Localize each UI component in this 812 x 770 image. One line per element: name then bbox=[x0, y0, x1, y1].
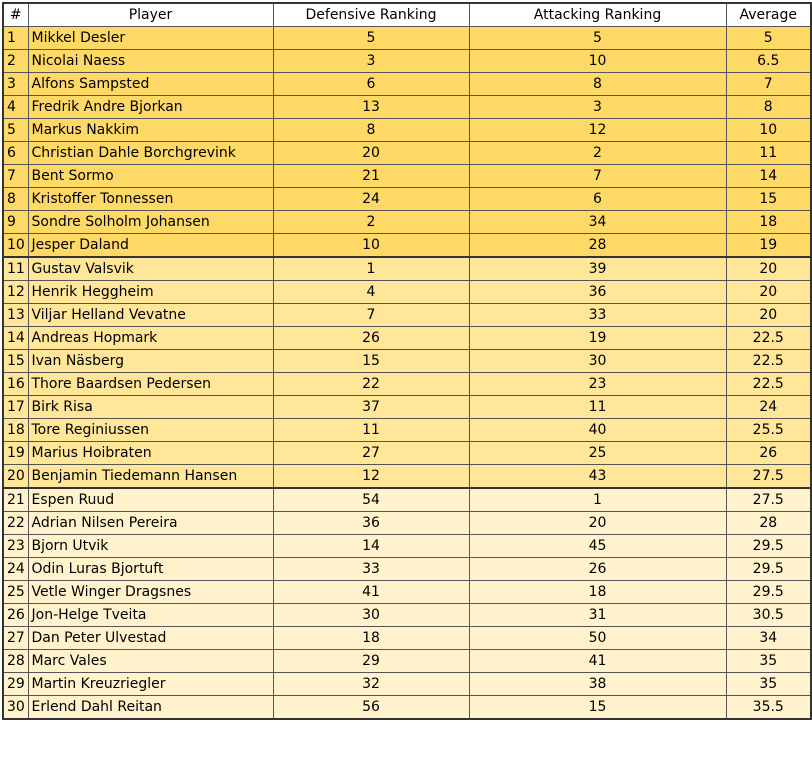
row-number: 5 bbox=[3, 119, 28, 142]
player-name: Erlend Dahl Reitan bbox=[28, 696, 273, 720]
attacking-ranking: 5 bbox=[469, 27, 726, 50]
player-name: Thore Baardsen Pedersen bbox=[28, 373, 273, 396]
defensive-ranking: 41 bbox=[273, 581, 469, 604]
table-row bbox=[3, 165, 811, 188]
average-ranking: 14 bbox=[726, 165, 811, 188]
average-ranking: 25.5 bbox=[726, 419, 811, 442]
player-name: Sondre Solholm Johansen bbox=[28, 211, 273, 234]
ranking-table bbox=[2, 2, 812, 720]
average-ranking: 27.5 bbox=[726, 465, 811, 489]
average-ranking: 10 bbox=[726, 119, 811, 142]
player-name: Nicolai Naess bbox=[28, 50, 273, 73]
table-row bbox=[3, 604, 811, 627]
row-number: 16 bbox=[3, 373, 28, 396]
attacking-ranking: 19 bbox=[469, 327, 726, 350]
player-name: Marius Hoibraten bbox=[28, 442, 273, 465]
defensive-ranking: 1 bbox=[273, 257, 469, 281]
table-row bbox=[3, 327, 811, 350]
attacking-ranking: 45 bbox=[469, 535, 726, 558]
attacking-ranking: 25 bbox=[469, 442, 726, 465]
player-name: Adrian Nilsen Pereira bbox=[28, 512, 273, 535]
defensive-ranking: 2 bbox=[273, 211, 469, 234]
player-name: Birk Risa bbox=[28, 396, 273, 419]
defensive-ranking: 32 bbox=[273, 673, 469, 696]
row-number: 21 bbox=[3, 488, 28, 512]
table-row bbox=[3, 558, 811, 581]
average-ranking: 15 bbox=[726, 188, 811, 211]
defensive-ranking: 21 bbox=[273, 165, 469, 188]
defensive-ranking: 26 bbox=[273, 327, 469, 350]
attacking-ranking: 20 bbox=[469, 512, 726, 535]
attacking-ranking: 30 bbox=[469, 350, 726, 373]
player-name: Martin Kreuzriegler bbox=[28, 673, 273, 696]
player-name: Alfons Sampsted bbox=[28, 73, 273, 96]
average-ranking: 19 bbox=[726, 234, 811, 258]
attacking-ranking: 12 bbox=[469, 119, 726, 142]
row-number: 29 bbox=[3, 673, 28, 696]
attacking-ranking: 8 bbox=[469, 73, 726, 96]
row-number: 10 bbox=[3, 234, 28, 258]
row-number: 2 bbox=[3, 50, 28, 73]
table-row bbox=[3, 512, 811, 535]
attacking-ranking: 2 bbox=[469, 142, 726, 165]
player-name: Kristoffer Tonnessen bbox=[28, 188, 273, 211]
player-name: Viljar Helland Vevatne bbox=[28, 304, 273, 327]
table-row bbox=[3, 281, 811, 304]
table-row bbox=[3, 696, 811, 720]
average-ranking: 35.5 bbox=[726, 696, 811, 720]
defensive-ranking: 6 bbox=[273, 73, 469, 96]
player-name: Markus Nakkim bbox=[28, 119, 273, 142]
average-ranking: 29.5 bbox=[726, 581, 811, 604]
attacking-ranking: 3 bbox=[469, 96, 726, 119]
table-row bbox=[3, 488, 811, 512]
table-row bbox=[3, 211, 811, 234]
row-number: 24 bbox=[3, 558, 28, 581]
defensive-ranking: 11 bbox=[273, 419, 469, 442]
row-number: 25 bbox=[3, 581, 28, 604]
attacking-ranking: 50 bbox=[469, 627, 726, 650]
player-name: Jesper Daland bbox=[28, 234, 273, 258]
player-name: Henrik Heggheim bbox=[28, 281, 273, 304]
player-name: Bent Sormo bbox=[28, 165, 273, 188]
attacking-ranking: 38 bbox=[469, 673, 726, 696]
attacking-ranking: 11 bbox=[469, 396, 726, 419]
average-ranking: 20 bbox=[726, 257, 811, 281]
average-ranking: 29.5 bbox=[726, 535, 811, 558]
defensive-ranking: 18 bbox=[273, 627, 469, 650]
attacking-ranking: 7 bbox=[469, 165, 726, 188]
defensive-ranking: 12 bbox=[273, 465, 469, 489]
attacking-ranking: 15 bbox=[469, 696, 726, 720]
player-name: Bjorn Utvik bbox=[28, 535, 273, 558]
average-ranking: 26 bbox=[726, 442, 811, 465]
attacking-ranking: 10 bbox=[469, 50, 726, 73]
row-number: 20 bbox=[3, 465, 28, 489]
header-attacking-ranking: Attacking Ranking bbox=[469, 3, 726, 27]
player-name: Andreas Hopmark bbox=[28, 327, 273, 350]
table-row bbox=[3, 535, 811, 558]
table-row bbox=[3, 234, 811, 258]
player-name: Ivan Näsberg bbox=[28, 350, 273, 373]
row-number: 22 bbox=[3, 512, 28, 535]
defensive-ranking: 22 bbox=[273, 373, 469, 396]
defensive-ranking: 3 bbox=[273, 50, 469, 73]
average-ranking: 28 bbox=[726, 512, 811, 535]
attacking-ranking: 39 bbox=[469, 257, 726, 281]
row-number: 7 bbox=[3, 165, 28, 188]
table-row bbox=[3, 142, 811, 165]
average-ranking: 35 bbox=[726, 673, 811, 696]
row-number: 11 bbox=[3, 257, 28, 281]
row-number: 3 bbox=[3, 73, 28, 96]
row-number: 30 bbox=[3, 696, 28, 720]
average-ranking: 22.5 bbox=[726, 327, 811, 350]
average-ranking: 18 bbox=[726, 211, 811, 234]
attacking-ranking: 41 bbox=[469, 650, 726, 673]
row-number: 23 bbox=[3, 535, 28, 558]
player-name: Marc Vales bbox=[28, 650, 273, 673]
defensive-ranking: 27 bbox=[273, 442, 469, 465]
average-ranking: 7 bbox=[726, 73, 811, 96]
defensive-ranking: 8 bbox=[273, 119, 469, 142]
average-ranking: 8 bbox=[726, 96, 811, 119]
average-ranking: 24 bbox=[726, 396, 811, 419]
table-header bbox=[3, 3, 811, 27]
defensive-ranking: 10 bbox=[273, 234, 469, 258]
row-number: 17 bbox=[3, 396, 28, 419]
player-name: Fredrik Andre Bjorkan bbox=[28, 96, 273, 119]
attacking-ranking: 33 bbox=[469, 304, 726, 327]
player-name: Dan Peter Ulvestad bbox=[28, 627, 273, 650]
player-name: Christian Dahle Borchgrevink bbox=[28, 142, 273, 165]
average-ranking: 22.5 bbox=[726, 373, 811, 396]
row-number: 1 bbox=[3, 27, 28, 50]
defensive-ranking: 5 bbox=[273, 27, 469, 50]
average-ranking: 5 bbox=[726, 27, 811, 50]
defensive-ranking: 36 bbox=[273, 512, 469, 535]
attacking-ranking: 43 bbox=[469, 465, 726, 489]
attacking-ranking: 31 bbox=[469, 604, 726, 627]
defensive-ranking: 37 bbox=[273, 396, 469, 419]
player-name: Espen Ruud bbox=[28, 488, 273, 512]
row-number: 28 bbox=[3, 650, 28, 673]
table-row bbox=[3, 27, 811, 50]
row-number: 6 bbox=[3, 142, 28, 165]
table-row bbox=[3, 304, 811, 327]
header-average: Average bbox=[726, 3, 811, 27]
player-name: Benjamin Tiedemann Hansen bbox=[28, 465, 273, 489]
table-row bbox=[3, 96, 811, 119]
table-row bbox=[3, 73, 811, 96]
player-name: Gustav Valsvik bbox=[28, 257, 273, 281]
defensive-ranking: 54 bbox=[273, 488, 469, 512]
table-row bbox=[3, 581, 811, 604]
table-row bbox=[3, 650, 811, 673]
defensive-ranking: 30 bbox=[273, 604, 469, 627]
table-row bbox=[3, 396, 811, 419]
table-row bbox=[3, 257, 811, 281]
table-row bbox=[3, 419, 811, 442]
defensive-ranking: 15 bbox=[273, 350, 469, 373]
table-row bbox=[3, 465, 811, 489]
row-number: 19 bbox=[3, 442, 28, 465]
table-row bbox=[3, 627, 811, 650]
table-body bbox=[3, 27, 811, 720]
defensive-ranking: 33 bbox=[273, 558, 469, 581]
row-number: 15 bbox=[3, 350, 28, 373]
average-ranking: 20 bbox=[726, 304, 811, 327]
table-row bbox=[3, 188, 811, 211]
attacking-ranking: 1 bbox=[469, 488, 726, 512]
row-number: 4 bbox=[3, 96, 28, 119]
row-number: 27 bbox=[3, 627, 28, 650]
player-name: Tore Reginiussen bbox=[28, 419, 273, 442]
attacking-ranking: 40 bbox=[469, 419, 726, 442]
defensive-ranking: 56 bbox=[273, 696, 469, 720]
average-ranking: 34 bbox=[726, 627, 811, 650]
player-name: Mikkel Desler bbox=[28, 27, 273, 50]
defensive-ranking: 7 bbox=[273, 304, 469, 327]
row-number: 18 bbox=[3, 419, 28, 442]
table-row bbox=[3, 350, 811, 373]
defensive-ranking: 4 bbox=[273, 281, 469, 304]
average-ranking: 35 bbox=[726, 650, 811, 673]
defensive-ranking: 24 bbox=[273, 188, 469, 211]
header-num: # bbox=[3, 3, 28, 27]
row-number: 8 bbox=[3, 188, 28, 211]
defensive-ranking: 29 bbox=[273, 650, 469, 673]
player-name: Vetle Winger Dragsnes bbox=[28, 581, 273, 604]
attacking-ranking: 23 bbox=[469, 373, 726, 396]
header-defensive-ranking: Defensive Ranking bbox=[273, 3, 469, 27]
player-name: Jon-Helge Tveita bbox=[28, 604, 273, 627]
attacking-ranking: 6 bbox=[469, 188, 726, 211]
average-ranking: 11 bbox=[726, 142, 811, 165]
table-row bbox=[3, 673, 811, 696]
defensive-ranking: 13 bbox=[273, 96, 469, 119]
attacking-ranking: 26 bbox=[469, 558, 726, 581]
average-ranking: 22.5 bbox=[726, 350, 811, 373]
average-ranking: 30.5 bbox=[726, 604, 811, 627]
header-row bbox=[3, 3, 811, 27]
attacking-ranking: 28 bbox=[469, 234, 726, 258]
header-player: Player bbox=[28, 3, 273, 27]
table-row bbox=[3, 373, 811, 396]
defensive-ranking: 20 bbox=[273, 142, 469, 165]
average-ranking: 20 bbox=[726, 281, 811, 304]
row-number: 13 bbox=[3, 304, 28, 327]
average-ranking: 6.5 bbox=[726, 50, 811, 73]
player-name: Odin Luras Bjortuft bbox=[28, 558, 273, 581]
row-number: 14 bbox=[3, 327, 28, 350]
average-ranking: 27.5 bbox=[726, 488, 811, 512]
attacking-ranking: 34 bbox=[469, 211, 726, 234]
average-ranking: 29.5 bbox=[726, 558, 811, 581]
attacking-ranking: 18 bbox=[469, 581, 726, 604]
table-row bbox=[3, 50, 811, 73]
defensive-ranking: 14 bbox=[273, 535, 469, 558]
row-number: 12 bbox=[3, 281, 28, 304]
table-row bbox=[3, 119, 811, 142]
row-number: 9 bbox=[3, 211, 28, 234]
attacking-ranking: 36 bbox=[469, 281, 726, 304]
table-row bbox=[3, 442, 811, 465]
row-number: 26 bbox=[3, 604, 28, 627]
